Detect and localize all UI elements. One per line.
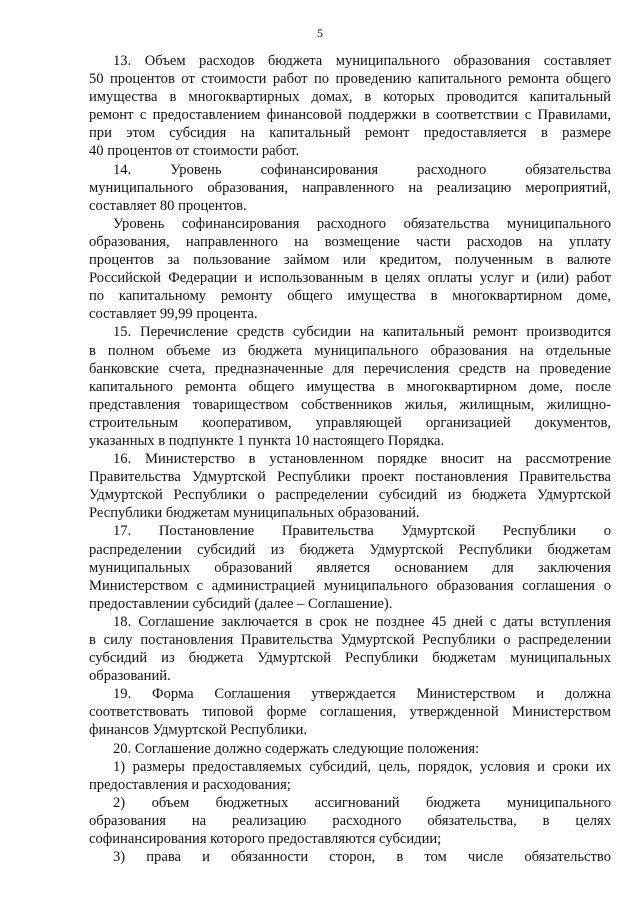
text-line: Удмуртской Республики о распределении субсидий из бюджета Удмуртской (89, 487, 611, 504)
document-body (89, 52, 611, 866)
text-line: имущества в многоквартирных домах, в которых проводится капитальный (89, 89, 611, 106)
text-line: 14. Уровень софинансирования расходного обязательства (113, 161, 611, 178)
text-line: соответствовать типовой форме соглашения, утвержденной Министерством (89, 704, 611, 721)
text-line: в полном объеме из бюджета муниципального образования на отдельные (89, 342, 611, 359)
text-line: 19. Форма Соглашения утверждается Министерством и должна (113, 686, 611, 703)
text-line: Уровень софинансирования расходного обязательства муниципального (113, 215, 611, 232)
text-line: Правительства Удмуртской Республики проект постановления Правительства (89, 469, 611, 486)
text-line: софинансирования которого предоставляются субсидии; (89, 831, 442, 848)
text-line: предоставлении субсидий (далее – Соглашение). (89, 595, 393, 612)
text-line: 20. Соглашение должно содержать следующие положения: (113, 740, 480, 757)
text-line: финансов Удмуртской Республики. (89, 722, 308, 739)
text-line: 50 процентов от стоимости работ по проведению капитального ремонта общего (89, 71, 611, 88)
text-line: процентов за пользование займом или кредитом, полученным в валюте (89, 252, 611, 269)
text-line: представления товариществом собственников жилья, жилищным, жилищно- (89, 396, 611, 413)
text-line: по капитальному ремонту общего имущества в многоквартирном доме, (89, 288, 611, 305)
text-line: в силу постановления Правительства Удмуртской Республики о распределении (89, 632, 611, 648)
text-line: 13. Объем расходов бюджета муниципального образования составляет (113, 53, 611, 69)
text-line: Министерством с администрацией муниципального образования соглашения о (89, 577, 611, 594)
page-number: 5 (317, 26, 323, 40)
text-line: 17. Постановление Правительства Удмуртской Республики о (113, 523, 611, 540)
text-line: 15. Перечисление средств субсидии на капитальный ремонт производится (113, 324, 611, 341)
text-line: 2) объем бюджетных ассигнований бюджета муниципального (113, 794, 611, 811)
text-line: 3) права и обязанности сторон, в том числе обязательство (113, 849, 611, 866)
text-line: строительным кооперативом, управляющей организацией документов, (89, 414, 611, 431)
text-line: муниципальных образований является основанием для заключения (89, 559, 611, 576)
text-line: ремонт с предоставлением финансовой поддержки в соответствии с Правилами, (89, 107, 611, 124)
text-line: муниципального образования, направленного на реализацию мероприятий, (89, 179, 611, 196)
text-line: составляет 80 процентов. (89, 197, 247, 214)
text-line: предоставления и расходования; (89, 776, 291, 793)
text-line: образований. (89, 668, 171, 685)
text-line: 40 процентов от стоимости работ. (89, 143, 300, 160)
text-line: Российской Федерации и использованным в целях оплаты услуг и (или) работ (89, 270, 611, 287)
text-line: 1) размеры предоставляемых субсидий, цель, порядок, условия и сроки их (113, 758, 611, 775)
text-line: образования, направленного на возмещение части расходов на уплату (89, 233, 611, 250)
text-line: Республики бюджетам муниципальных образований. (89, 505, 420, 522)
text-line: субсидий из бюджета Удмуртской Республики бюджетам муниципальных (89, 650, 611, 667)
text-line: банковские счета, предназначенные для перечисления средств на проведение (89, 360, 611, 377)
text-line: образования на реализацию расходного обязательства, в целях (89, 812, 611, 829)
text-line: 18. Соглашение заключается в срок не позднее 45 дней с даты вступления (113, 613, 611, 630)
text-line: капитального ремонта общего имущества в многоквартирном доме, после (89, 378, 611, 395)
text-line: при этом субсидия на капитальный ремонт предоставляется в размере (89, 125, 611, 142)
text-line: составляет 99,99 процента. (89, 306, 258, 323)
text-line: распределении субсидий из бюджета Удмуртской Республики бюджетам (89, 541, 611, 558)
text-line: указанных в подпункте 1 пункта 10 настоящего Порядка. (89, 432, 445, 449)
text-line: 16. Министерство в установленном порядке вносит на рассмотрение (113, 451, 611, 468)
